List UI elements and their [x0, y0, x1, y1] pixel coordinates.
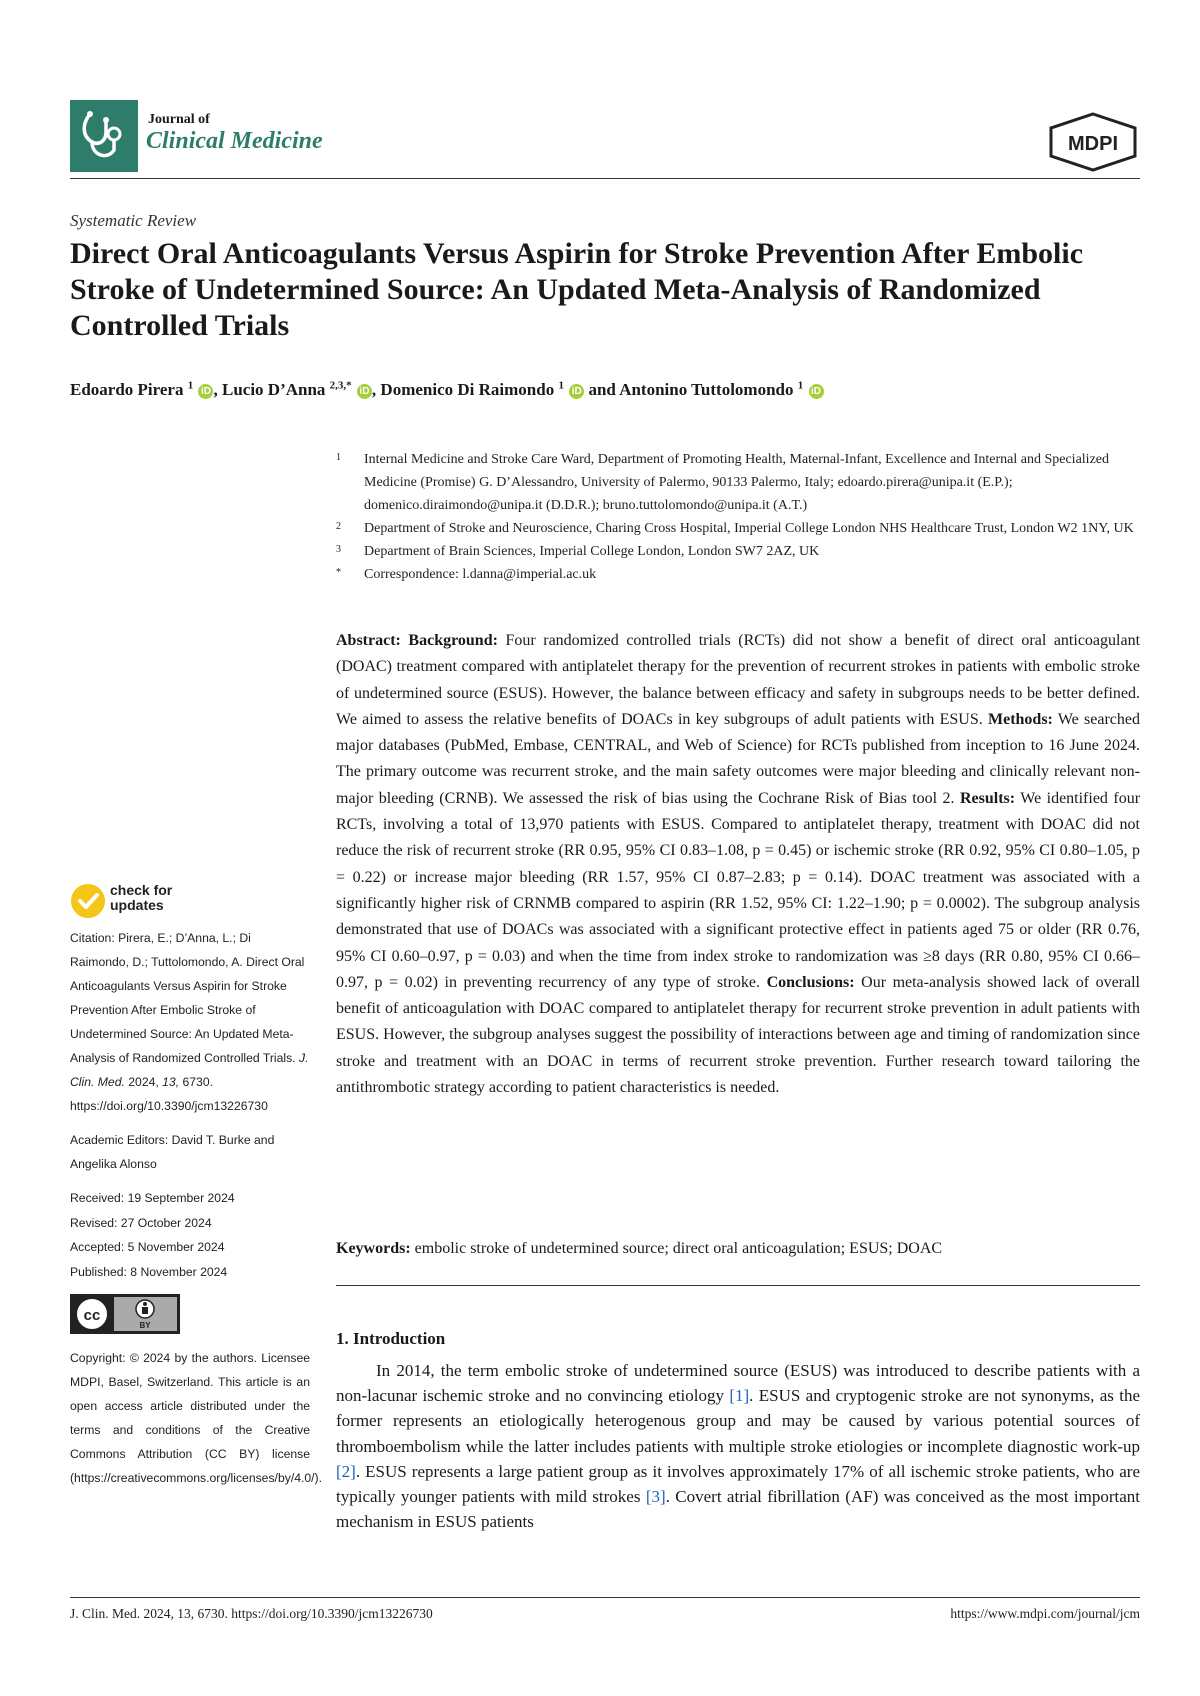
- author-affiliation: 1: [187, 379, 194, 392]
- citation-text: Citation: Pirera, E.; D’Anna, L.; Di Raimondo, D.; Tuttolomondo, A. Direct Oral Anticoagulants Versus Aspirin for Stroke Prevention After Embolic Stroke of Undetermined Source: An Updated Meta-Analysis of Randomized Controlled Trials.: [70, 931, 305, 1065]
- cc-license-badge[interactable]: [70, 1294, 180, 1334]
- footer-journal-url[interactable]: https://www.mdpi.com/journal/jcm: [950, 1606, 1140, 1621]
- abstract-methods: We searched major databases (PubMed, Embase, CENTRAL, and Web of Science) for RCTs published from inception to 16 June 2024. The primary outcome was recurrent stroke, and the main safety outcomes were major bleeding and clinically relevant non-major bleeding (CRNB). We assessed the risk of bias using the Cochrane Risk of Bias tool 2.: [336, 710, 1140, 807]
- affiliation-text: Department of Stroke and Neuroscience, Charing Cross Hospital, Imperial College London NHS Healthcare Trust, London W2 1NY, UK: [364, 521, 1134, 536]
- check-updates-icon: [70, 883, 106, 919]
- author-name: Lucio D’Anna: [221, 380, 326, 399]
- author-affiliation: 2,3,*: [329, 379, 352, 392]
- journal-name-small: Journal of: [148, 112, 210, 127]
- results-label: Results:: [960, 789, 1016, 807]
- author-list: [70, 378, 1140, 402]
- citation-journal: J. Clin. Med.: [70, 1051, 309, 1089]
- header-divider: [70, 178, 1140, 179]
- intro-text: . Covert atrial fibrillation (AF) was conceived as the most important mechanism in ESUS patients: [336, 1487, 1140, 1532]
- check-updates-label: updates: [110, 897, 164, 913]
- dates-block: [70, 1186, 310, 1284]
- cc-icon: cc: [83, 1307, 101, 1324]
- affiliation-item: [336, 448, 1140, 517]
- affiliation-text: Department of Brain Sciences, Imperial College London, London SW7 2AZ, UK: [364, 544, 820, 559]
- received-date: Received: 19 September 2024: [70, 1191, 235, 1205]
- revised-date: Revised: 27 October 2024: [70, 1215, 212, 1230]
- orcid-icon[interactable]: iD: [357, 384, 372, 399]
- article-title: Direct Oral Anticoagulants Versus Aspirin for Stroke Prevention After Embolic Stroke of Undetermined Source: An Updated Meta-Analysis of Randomized Controlled Trials: [70, 237, 1084, 342]
- affiliation-number: 3: [336, 544, 341, 555]
- citation-volume: 13,: [162, 1075, 180, 1089]
- abstract-conclusions: Our meta-analysis showed lack of overall benefit of anticoagulation with DOAC compared to antiplatelet therapy for recurrent stroke prevention in adult patients with ESUS. However, the subgroup analyses suggest the possibility of interactions between age and timing of randomization since stroke and treatment with an DOAC in terms of recurrent stroke prevention. Further research toward tailoring the antithrombotic strategy according to patient characteristics is needed.: [336, 973, 1140, 1097]
- by-label: BY: [139, 1321, 151, 1330]
- affiliation-item: [336, 517, 1140, 540]
- keywords: [336, 1237, 1140, 1261]
- sidebar: [70, 926, 322, 1490]
- journal-logo-icon: [70, 100, 138, 172]
- affiliation-text: Internal Medicine and Stroke Care Ward, Department of Promoting Health, Maternal-Infant, Excellence and Internal and Specialized Medicine (Promise) G. D’Alessandro, University of Palermo, 90133 Palermo, Italy; edoardo.pirera@unipa.it (E.P.); domenico.diraimondo@unipa.it (D.D.R.); bruno.tuttolomondo@unipa.it (A.T.): [364, 452, 1109, 513]
- author-affiliation: 1: [797, 379, 804, 392]
- author-name: Edoardo Pirera: [70, 380, 184, 399]
- affiliation-number: 1: [336, 452, 341, 463]
- affiliation-number: *: [336, 567, 341, 578]
- author-name: Antonino Tuttolomondo: [619, 380, 794, 399]
- orcid-icon[interactable]: iD: [198, 384, 213, 399]
- footer-divider: [70, 1597, 1140, 1598]
- citation-year: 2024,: [128, 1075, 159, 1089]
- copyright-notice: Copyright: © 2024 by the authors. Licensee MDPI, Basel, Switzerland. This article is an open access article distributed under the terms and conditions of the Creative Commons Attribution (CC BY) license (https://creativecommons.org/licenses/by/4.0/).: [70, 1351, 322, 1485]
- accepted-date: Accepted: 5 November 2024: [70, 1240, 225, 1254]
- citation-block: [70, 926, 310, 1118]
- footer-citation: J. Clin. Med. 2024, 13, 6730. https://doi.org/10.3390/jcm13226730: [70, 1606, 433, 1621]
- methods-label: Methods:: [988, 710, 1053, 728]
- keywords-label: Keywords:: [336, 1240, 411, 1257]
- affiliation-text: Correspondence: l.danna@imperial.ac.uk: [364, 567, 597, 582]
- citation-doi[interactable]: 6730. https://doi.org/10.3390/jcm13226730: [70, 1075, 268, 1113]
- abstract: [336, 628, 1140, 1101]
- section-heading: 1. Introduction: [336, 1329, 446, 1348]
- author-separator: and: [584, 380, 620, 399]
- introduction-paragraph: [336, 1358, 1140, 1534]
- author-separator: ,: [371, 380, 381, 399]
- check-updates-label: check for: [110, 882, 173, 898]
- keywords-text: embolic stroke of undetermined source; direct oral anticoagulation; ESUS; DOAC: [414, 1240, 943, 1257]
- abstract-results: We identified four RCTs, involving a total of 13,970 patients with ESUS. Compared to antiplatelet therapy, treatment with DOAC did not reduce the risk of recurrent stroke (RR 0.95, 95% CI 0.83–1.08, p = 0.45) or ischemic stroke (RR 0.92, 95% CI 0.80–1.05, p = 0.22) or increase major bleeding (RR 1.57, 95% CI 0.87–2.83; p = 0.14). DOAC treatment was associated with a significantly higher risk of CRNMB compared to aspirin (RR 1.52, 95% CI: 1.22–1.90; p = 0.0002). The subgroup analysis demonstrated that use of DOACs was associated with a significant protective effect in patients aged 75 or older (RR 0.76, 95% CI 0.60–0.97, p = 0.03) and when the time from index stroke to randomization was ≥8 days (RR 0.80, 95% CI 0.66–0.97, p = 0.02) in preventing recurrency of any type of stroke.: [336, 789, 1141, 991]
- published-date: Published: 8 November 2024: [70, 1264, 228, 1279]
- affiliations: [336, 448, 1140, 586]
- reference-link[interactable]: [3]: [645, 1487, 666, 1507]
- reference-link[interactable]: [1]: [729, 1386, 750, 1406]
- abstract-label: Abstract:: [336, 632, 401, 649]
- conclusions-label: Conclusions:: [766, 973, 855, 991]
- orcid-icon[interactable]: iD: [809, 384, 824, 399]
- publisher-logo: [1047, 112, 1139, 172]
- author-separator: ,: [213, 380, 222, 399]
- orcid-icon[interactable]: iD: [569, 384, 584, 399]
- background-label: Background:: [408, 632, 498, 649]
- affiliation-item: [336, 540, 1140, 563]
- section-divider: [336, 1285, 1140, 1286]
- affiliation-item: [336, 563, 1140, 586]
- journal-name: Clinical Medicine: [146, 128, 323, 154]
- academic-editors: Academic Editors: David T. Burke and Angelika Alonso: [70, 1133, 275, 1171]
- check-for-updates-button[interactable]: [70, 883, 220, 921]
- affiliation-number: 2: [336, 521, 341, 532]
- reference-link[interactable]: [2]: [336, 1461, 356, 1481]
- article-type: Systematic Review: [70, 211, 197, 230]
- author-name: Domenico Di Raimondo: [380, 380, 555, 399]
- publisher-name: MDPI: [1068, 133, 1118, 155]
- abstract-background: Four randomized controlled trials (RCTs) did not show a benefit of direct oral anticoagulant (DOAC) treatment compared with antiplatelet therapy for the prevention of recurrent strokes in patients with embolic stroke of undetermined source (ESUS). However, the balance between efficacy and safety in subgroups needs to be better defined. We aimed to assess the relative benefits of DOACs in key subgroups of adult patients with ESUS.: [336, 632, 1141, 728]
- intro-text: . ESUS and cryptogenic stroke are not synonyms, as the former represents an etiologically heterogenous group and may be caused by various potential sources of thromboembolism while the latter includes patients with multiple stroke etiologies or incomplete diagnostic work-up: [336, 1386, 1141, 1456]
- author-affiliation: 1: [558, 379, 564, 392]
- intro-text: In 2014, the term embolic stroke of undetermined source (ESUS) was introduced to describe patients with a non-lacunar ischemic stroke and no convincing etiology: [336, 1361, 1140, 1406]
- intro-text: . ESUS represents a large patient group as it involves approximately 17% of all ischemic stroke patients, who are typically younger patients with mild strokes: [336, 1461, 1140, 1507]
